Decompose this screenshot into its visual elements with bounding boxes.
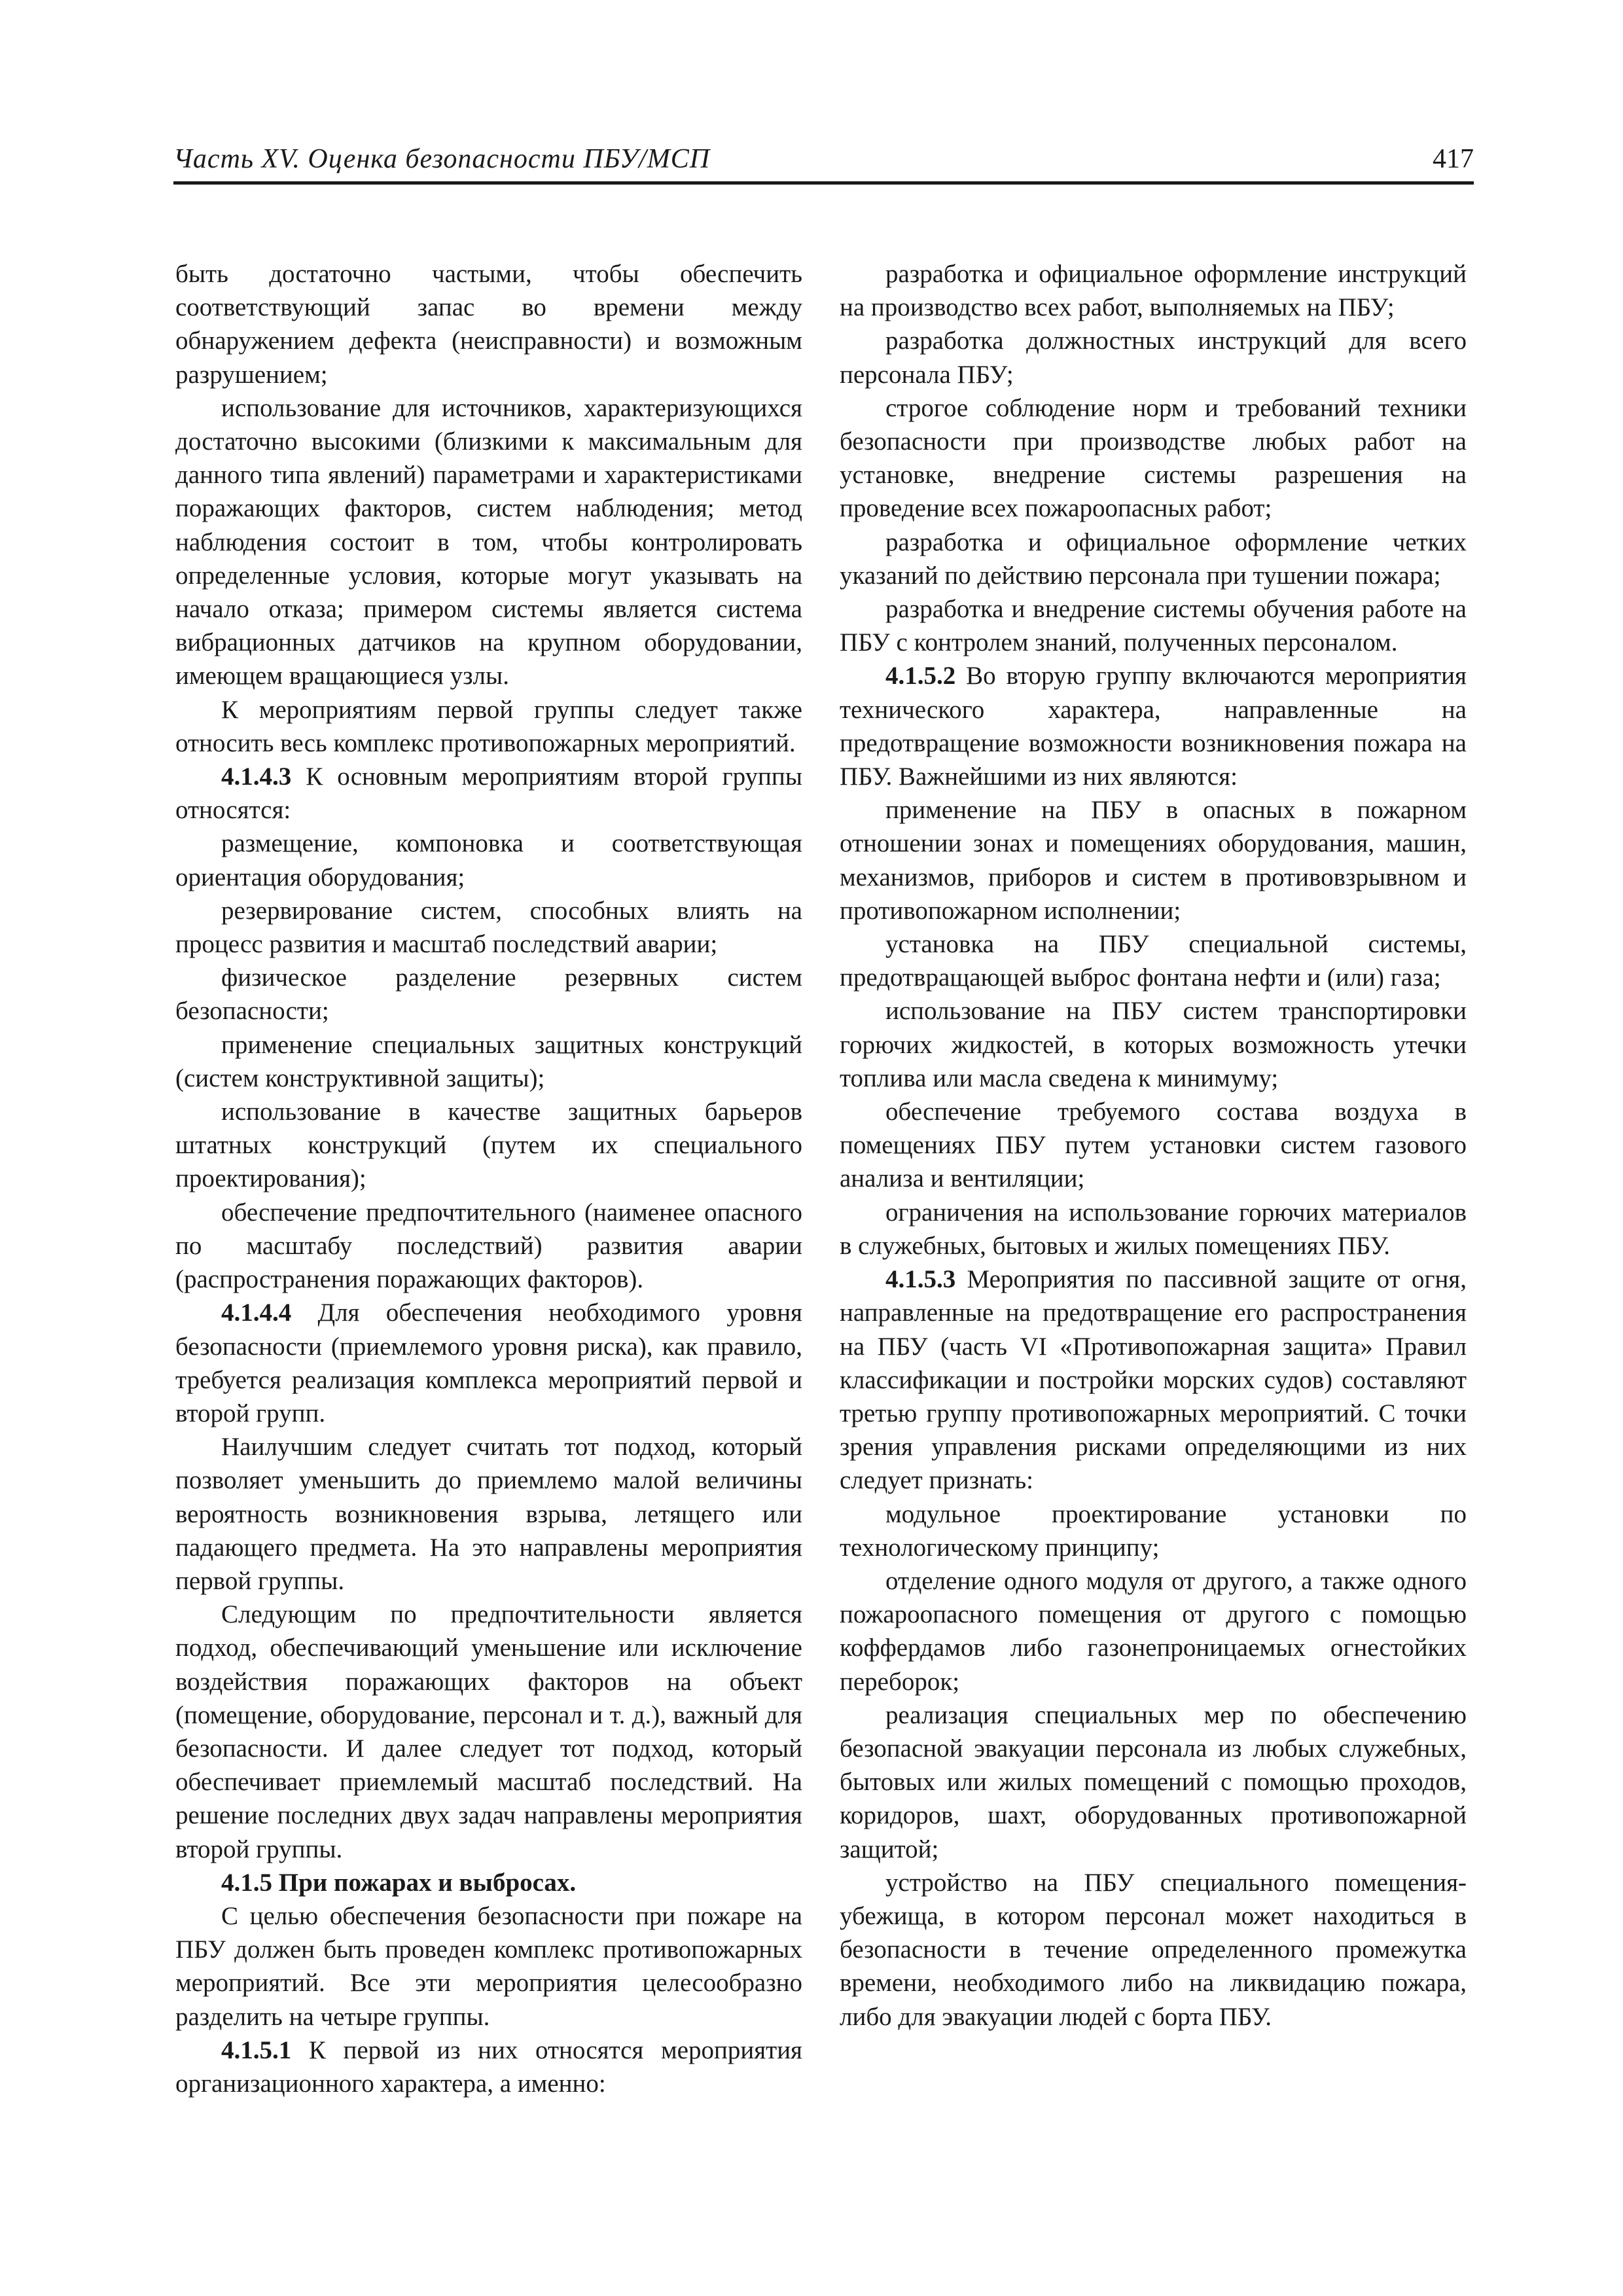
paragraph-text: обеспечение требуемого состава воздуха в помещениях ПБУ путем установки систем газового анализа и вентиляции;: [840, 1098, 1467, 1193]
paragraph-text: Для обеспечения необходимого уровня безопасности (приемлемого уровня риска), как правило, требуется реализация комплекса мероприятий первой и второй групп.: [175, 1299, 802, 1427]
paragraph-text: резервирование систем, способных влиять на процесс развития и масштаб последствий аварии;: [175, 896, 802, 959]
paragraph: [840, 1698, 1467, 1866]
paragraph: [840, 1498, 1467, 1564]
paragraph: [840, 994, 1467, 1095]
paragraph: [175, 1095, 802, 1196]
paragraph-text: использование на ПБУ систем транспортировки горючих жидкостей, в которых возможность утечки топлива или масла сведена к минимуму;: [840, 997, 1467, 1092]
paragraph-text: С целью обеспечения безопасности при пожаре на ПБУ должен быть проведен комплекс противопожарных мероприятий. Все эти мероприятия целесообразно разделить на четыре группы.: [175, 1901, 802, 2031]
right-column: [840, 257, 1467, 2034]
paragraph-text: Следующим по предпочтительности является подход, обеспечивающий уменьшение или исключение воздействия поражающих факторов на объект (помещение, оборудование, персонал и т. д.), важный для безопасности. И далее следует тот подход, который обеспечивает приемлемый масштаб последствий. На решение последних двух задач направлены мероприятия второй группы.: [175, 1600, 802, 1863]
paragraph-text: модульное проектирование установки по технологическому принципу;: [840, 1499, 1467, 1562]
paragraph: [840, 592, 1467, 659]
paragraph-text: разработка и внедрение системы обучения работе на ПБУ с контролем знаний, полученных персоналом.: [840, 595, 1467, 657]
paragraph-text: использование в качестве защитных барьеров штатных конструкций (путем их специального проектирования);: [175, 1098, 802, 1193]
paragraph: [840, 659, 1467, 793]
paragraph: [840, 324, 1467, 391]
paragraph-text: строгое соблюдение норм и требований техники безопасности при производстве любых работ на установке, внедрение системы разрешения на проведение всех пожароопасных работ;: [840, 393, 1467, 523]
paragraph: [840, 257, 1467, 324]
paragraph-text: К мероприятиям первой группы следует также относить весь комплекс противопожарных мероприятий.: [175, 695, 802, 757]
paragraph-text: К основным мероприятиям второй группы относятся:: [175, 762, 803, 825]
paragraph-text: применение на ПБУ в опасных в пожарном отношении зонах и помещениях оборудования, машин, механизмов, приборов и систем в противовзрывном и противопожарном исполнении;: [840, 796, 1467, 925]
paragraph-text: Мероприятия по пассивной защите от огня, направленные на предотвращение его распространения на ПБУ (часть VI «Противопожарная защита» Правил классификации и постройки морских судов) составляют третью группу противопожарных мероприятий. С точки зрения управления рисками определяющими из них следует признать:: [840, 1265, 1467, 1495]
running-header: [173, 141, 1474, 185]
paragraph-text: физическое разделение резервных систем безопасности;: [175, 963, 802, 1026]
paragraph: [175, 961, 802, 1028]
paragraph-text: размещение, компоновка и соответствующая ориентация оборудования;: [175, 829, 802, 891]
clause-number: 4.1.4.4: [221, 1299, 292, 1327]
paragraph-text: разработка и официальное оформление инструкций на производство всех работ, выполняемых на ПБУ;: [840, 260, 1467, 322]
paragraph-text: использование для источников, характеризующихся достаточно высокими (близкими к максимальным для данного типа явлений) параметрами и характеристиками поражающих факторов, систем наблюдения; метод наблюдения состоит в том, чтобы контролировать определенные условия, которые могут указывать на начало отказа; примером системы является система вибрационных датчиков на крупном оборудовании, имеющем вращающиеся узлы.: [175, 393, 802, 691]
paragraph: [175, 1899, 802, 2034]
paragraph: [175, 1196, 802, 1297]
paragraph: [840, 1866, 1467, 2034]
paragraph-text: Наилучшим следует считать тот подход, который позволяет уменьшить до приемлемо малой величины вероятность возникновения взрыва, летящего или падающего предмета. На это направлены мероприятия первой группы.: [175, 1433, 802, 1595]
paragraph-text: разработка должностных инструкций для всего персонала ПБУ;: [840, 327, 1467, 389]
paragraph: [175, 1598, 802, 1866]
paragraph-text: ограничения на использование горючих материалов в служебных, бытовых и жилых помещениях ПБУ.: [840, 1198, 1467, 1260]
paragraph: [840, 793, 1467, 927]
paragraph-text: К первой из них относятся мероприятия организационного характера, а именно:: [175, 2036, 802, 2098]
paragraph: [175, 827, 802, 893]
paragraph: [175, 1028, 802, 1095]
paragraph: [840, 1196, 1467, 1263]
clause-number: 4.1.5.3: [885, 1265, 956, 1294]
paragraph: [175, 1296, 802, 1430]
paragraph: [175, 693, 802, 760]
paragraph-text: обеспечение предпочтительного (наименее опасного по масштабу последствий) развития аварии (распространения поражающих факторов).: [175, 1198, 802, 1294]
section-heading: 4.1.5 При пожарах и выбросах.: [221, 1868, 577, 1897]
paragraph: [840, 1263, 1467, 1497]
running-header-title: Часть XV. Оценка безопасности ПБУ/МСП: [173, 144, 711, 174]
left-column: [175, 257, 802, 2100]
paragraph: [840, 526, 1467, 592]
paragraph-text: применение специальных защитных конструкций (систем конструктивной защиты);: [175, 1030, 802, 1092]
paragraph: [175, 760, 802, 827]
paragraph: [175, 391, 802, 693]
paragraph-text: установка на ПБУ специальной системы, предотвращающей выброс фонтана нефти и (или) газа;: [840, 930, 1467, 992]
paragraph-text: отделение одного модуля от другого, а также одного пожароопасного помещения от другого с помощью коффердамов либо газонепроницаемых огнестойких переборок;: [840, 1566, 1467, 1696]
paragraph: [840, 1095, 1467, 1196]
page-number: 417: [1433, 144, 1474, 174]
paragraph-text: разработка и официальное оформление четких указаний по действию персонала при тушении пожара;: [840, 528, 1467, 590]
paragraph: [840, 927, 1467, 994]
paragraph: [175, 2034, 802, 2100]
paragraph-text: быть достаточно частыми, чтобы обеспечить соответствующий запас во времени между обнаружением дефекта (неисправности) и возможным разрушением;: [175, 260, 802, 389]
paragraph: [840, 1564, 1467, 1698]
paragraph: [175, 257, 802, 391]
paragraph: [840, 391, 1467, 526]
paragraph-text: реализация специальных мер по обеспечению безопасной эвакуации персонала из любых служебных, бытовых или жилых помещений с помощью проходов, коридоров, шахт, оборудованных противопожарной защитой;: [840, 1700, 1467, 1863]
paragraph: [175, 894, 802, 961]
clause-number: 4.1.5.2: [885, 662, 956, 691]
clause-number: 4.1.5.1: [221, 2036, 292, 2064]
paragraph: [175, 1430, 802, 1598]
paragraph-text: устройство на ПБУ специального помещения-убежища, в котором персонал может находиться в безопасности в течение определенного промежутка времени, необходимого либо на ликвидацию пожара, либо для эвакуации людей с борта ПБУ.: [840, 1868, 1467, 2031]
paragraph: [175, 1866, 802, 1899]
clause-number: 4.1.4.3: [221, 762, 292, 791]
paragraph-text: Во вторую группу включаются мероприятия технического характера, направленные на предотвращение возможности возникновения пожара на ПБУ. Важнейшими из них являются:: [840, 662, 1467, 791]
